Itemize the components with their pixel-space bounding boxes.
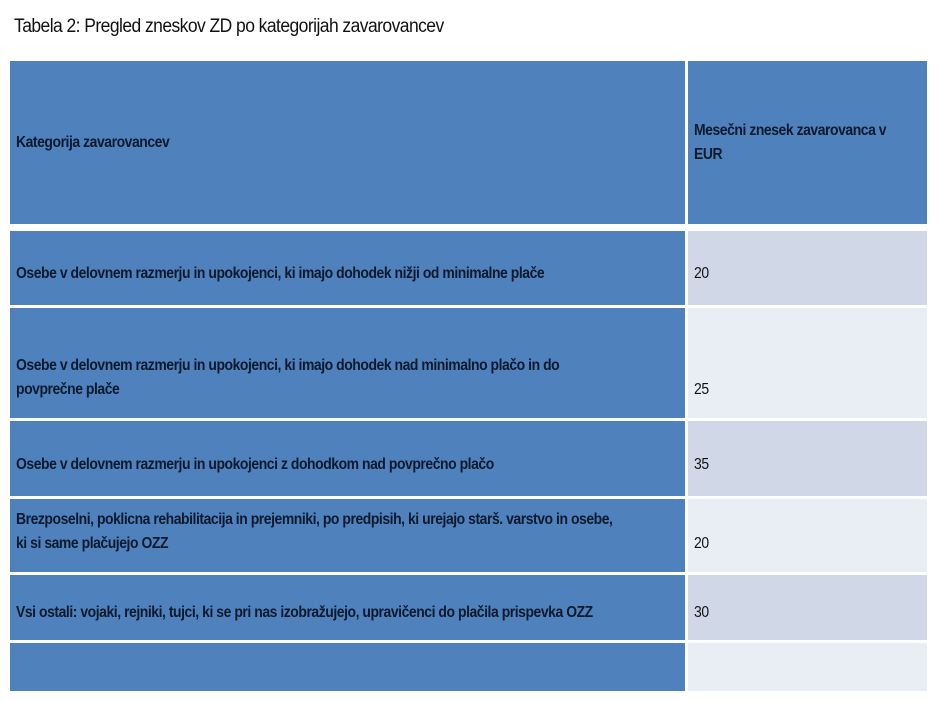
amount-cell: [688, 231, 927, 305]
table-caption: Tabela 2: Pregled zneskov ZD po kategorijah zavarovancev: [14, 16, 444, 37]
header-label: Mesečni znesek zavarovanca v EUR: [694, 121, 887, 163]
table-row: [10, 308, 927, 418]
table-row: [10, 231, 927, 305]
amount-cell: [688, 499, 927, 572]
amount-cell: [688, 643, 927, 691]
category-cell: [10, 499, 685, 572]
table-row-empty: [10, 643, 927, 691]
amount-cell: [688, 421, 927, 496]
category-text: Osebe v delovnem razmerju in upokojenci z dohodkom nad povprečno plačo: [16, 456, 494, 473]
header-cell-amount: [688, 61, 927, 224]
table-row: [10, 575, 927, 640]
amount-cell: [688, 308, 927, 418]
category-cell: [10, 421, 685, 496]
category-cell: [10, 575, 685, 640]
table-row: [10, 421, 927, 496]
amount-text: 35: [694, 456, 709, 473]
header-cell-category: [10, 61, 685, 224]
amount-text: 30: [694, 604, 709, 621]
category-text: Vsi ostali: vojaki, rejniki, tujci, ki se pri nas izobražujejo, upravičenci do plačila prispevka OZZ: [16, 604, 593, 621]
amount-text: 25: [694, 381, 709, 398]
amount-text: 20: [694, 265, 709, 282]
table-row: [10, 499, 927, 572]
header-label: Kategorija zavarovancev: [16, 133, 170, 151]
category-cell: [10, 643, 685, 691]
amount-cell: [688, 575, 927, 640]
table-header-row: [10, 61, 927, 224]
category-cell: [10, 231, 685, 305]
amount-text: 20: [694, 535, 709, 552]
category-cell: [10, 308, 685, 418]
category-text: Osebe v delovnem razmerju in upokojenci, ki imajo dohodek nad minimalno plačo in do povprečne plače: [16, 357, 560, 398]
category-text: Osebe v delovnem razmerju in upokojenci, ki imajo dohodek nižji od minimalne plače: [16, 265, 545, 282]
category-text: Brezposelni, poklicna rehabilitacija in prejemniki, po predpisih, ki urejajo starš. varstvo in osebe, ki si same plačujejo OZZ: [16, 511, 613, 552]
